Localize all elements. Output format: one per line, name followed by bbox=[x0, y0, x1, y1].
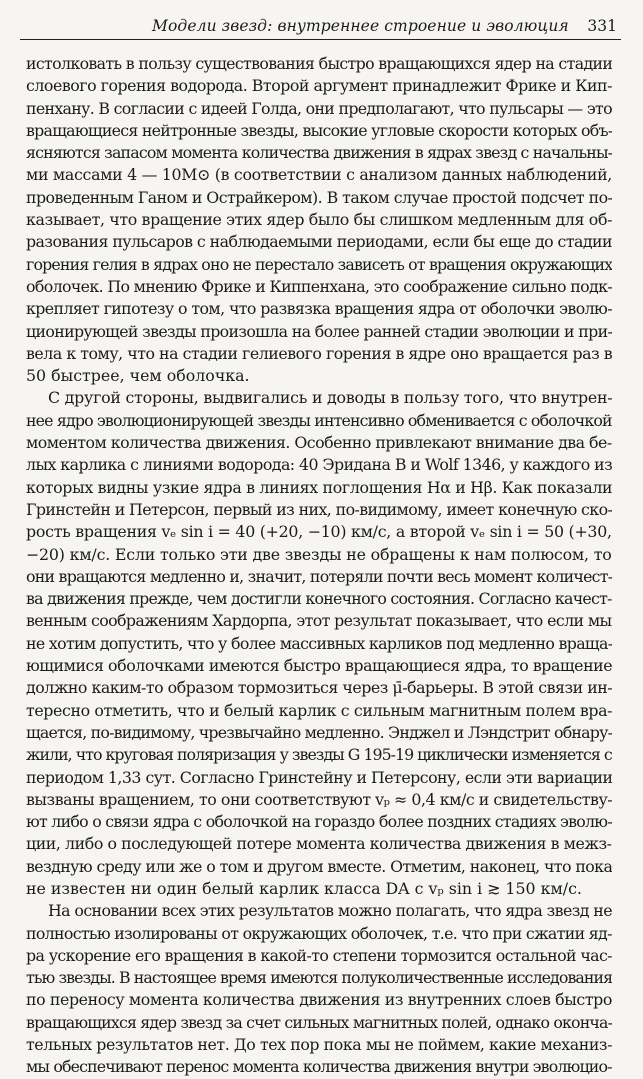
text-line: венным соображениям Хардорпа, этот результат показывает, что если мы bbox=[26, 611, 612, 631]
text-line: истолковать в пользу существования быстро вращающихся ядер на стадии bbox=[26, 54, 612, 73]
text-line: казывает, что вращение этих ядер было бы слишком медленным для об- bbox=[26, 210, 612, 230]
running-title: Модели звезд: внутреннее строение и эволюция bbox=[152, 17, 569, 35]
text-line: На основании всех этих результатов можно полагать, что ядра звезд не bbox=[48, 901, 612, 921]
text-line: полностью изолированы от окружающих оболочек, т.е. что при сжатии яд- bbox=[26, 923, 612, 943]
text-line: нее ядро эволюционирующей звезды интенсивно обменивается с оболочкой bbox=[26, 410, 612, 430]
text-line: должно каким-то образом тормозиться через μ̄-барьеры. В этой связи ин- bbox=[26, 678, 612, 698]
text-line: ют либо о связи ядра с оболочкой на гораздо более поздних стадиях эволю- bbox=[26, 812, 612, 832]
text-line: горения гелия в ядрах оно не перестало зависеть от вращения окружающих bbox=[26, 254, 612, 274]
running-header bbox=[20, 9, 621, 40]
text-line: ра ускорение его вращения в какой-то степени тормозится остальной час- bbox=[26, 945, 612, 965]
body-text bbox=[26, 53, 612, 1079]
text-line: вела к тому, что на стадии гелиевого горения в ядре оно вращается раз в bbox=[26, 343, 612, 363]
text-line: жили, что круговая поляризация у звезды G 195-19 циклически изменяется с bbox=[26, 745, 612, 765]
text-line: не известен ни один белый карлик класса DA с vₚ sin i ≳ 150 км/с. bbox=[26, 878, 582, 898]
text-line: С другой стороны, выдвигались и доводы в пользу того, что внутрен- bbox=[48, 388, 612, 408]
text-line: ясняются запасом момента количества движения в ядрах звезд с начальны- bbox=[26, 143, 612, 163]
text-line: слоевого горения водорода. Второй аргумент принадлежит Фрике и Кип- bbox=[26, 76, 612, 96]
text-line: лых карлика с линиями водорода: 40 Эридана B и Wolf 1346, у каждого из bbox=[26, 455, 612, 475]
text-line: вызваны вращением, то они соответствуют vₚ ≈ 0,4 км/с и свидетельству- bbox=[26, 789, 612, 809]
text-line: периодом 1,33 сут. Согласно Гринстейну и Петерсону, если эти вариации bbox=[26, 767, 612, 787]
text-line: Гринстейн и Петерсон, первый из них, по-видимому, имеет конечную ско- bbox=[26, 499, 612, 519]
text-line: не хотим допустить, что у более массивных карликов под медленно враща- bbox=[26, 633, 612, 653]
text-line: вездную среду или же о том и другом вместе. Отметим, наконец, что пока bbox=[26, 856, 612, 876]
text-line: тересно отметить, что и белый карлик с сильным магнитным полем вра- bbox=[26, 700, 612, 720]
text-line: вращающихся ядер звезд за счет сильных магнитных полей, однако оконча- bbox=[26, 1012, 612, 1032]
text-line: −20) км/с. Если только эти две звезды не обращены к нам полюсом, то bbox=[26, 544, 612, 564]
text-line: тью звезды. В настоящее время имеются полуколичественные исследования bbox=[26, 968, 612, 988]
text-line: проведенным Ганом и Острайкером). В таком случае простой подсчет по- bbox=[26, 187, 612, 207]
text-line: рость вращения vₑ sin i = 40 (+20, −10) км/с, а второй vₑ sin i = 50 (+30, bbox=[26, 522, 612, 542]
text-line: крепляет гипотезу о том, что развязка вращения ядра от оболочки эволю- bbox=[26, 299, 612, 319]
text-line: тельных результатов нет. До тех пор пока мы не поймем, какие механиз- bbox=[26, 1035, 612, 1055]
text-line: вращающиеся нейтронные звезды, высокие угловые скорости которых объ- bbox=[26, 120, 612, 140]
page-number: 331 bbox=[587, 17, 617, 35]
text-line: моментом количества движения. Особенно привлекают внимание два бе- bbox=[26, 433, 612, 453]
text-line: оболочек. По мнению Фрике и Киппенхана, это соображение сильно подк- bbox=[26, 276, 612, 296]
text-line: ми массами 4 — 10M⊙ (в соответствии с анализом данных наблюдений, bbox=[26, 165, 612, 185]
text-line: щается, по-видимому, чрезвычайно медленно. Энджел и Лэндстрит обнару- bbox=[26, 722, 612, 742]
text-line: ва движения прежде, чем достигли конечного состояния. Согласно качест- bbox=[26, 589, 612, 609]
text-line: мы обеспечивают перенос момента количества движения внутри эволюцио- bbox=[26, 1057, 612, 1077]
text-line: они вращаются медленно и, значит, потеряли почти весь момент количест- bbox=[26, 566, 612, 586]
text-line: ционирующей звезды произошла на более ранней стадии эволюции и при- bbox=[26, 321, 612, 341]
text-line: 50 быстрее, чем оболочка. bbox=[26, 366, 250, 386]
text-line: ющимися оболочками имеются быстро вращающиеся ядра, то вращение bbox=[26, 656, 612, 676]
text-line: по переносу момента количества движения из внутренних слоев быстро bbox=[26, 990, 612, 1010]
text-line: ции, либо о последующей потере момента количества движения в межз- bbox=[26, 834, 612, 854]
text-line: которых видны узкие ядра в линиях поглощения Hα и Hβ. Как показали bbox=[26, 477, 612, 497]
text-line: пенхану. В согласии с идеей Голда, они предполагают, что пульсары — это bbox=[26, 98, 612, 118]
text-line: разования пульсаров с наблюдаемыми периодами, если бы еще до стадии bbox=[26, 232, 612, 252]
